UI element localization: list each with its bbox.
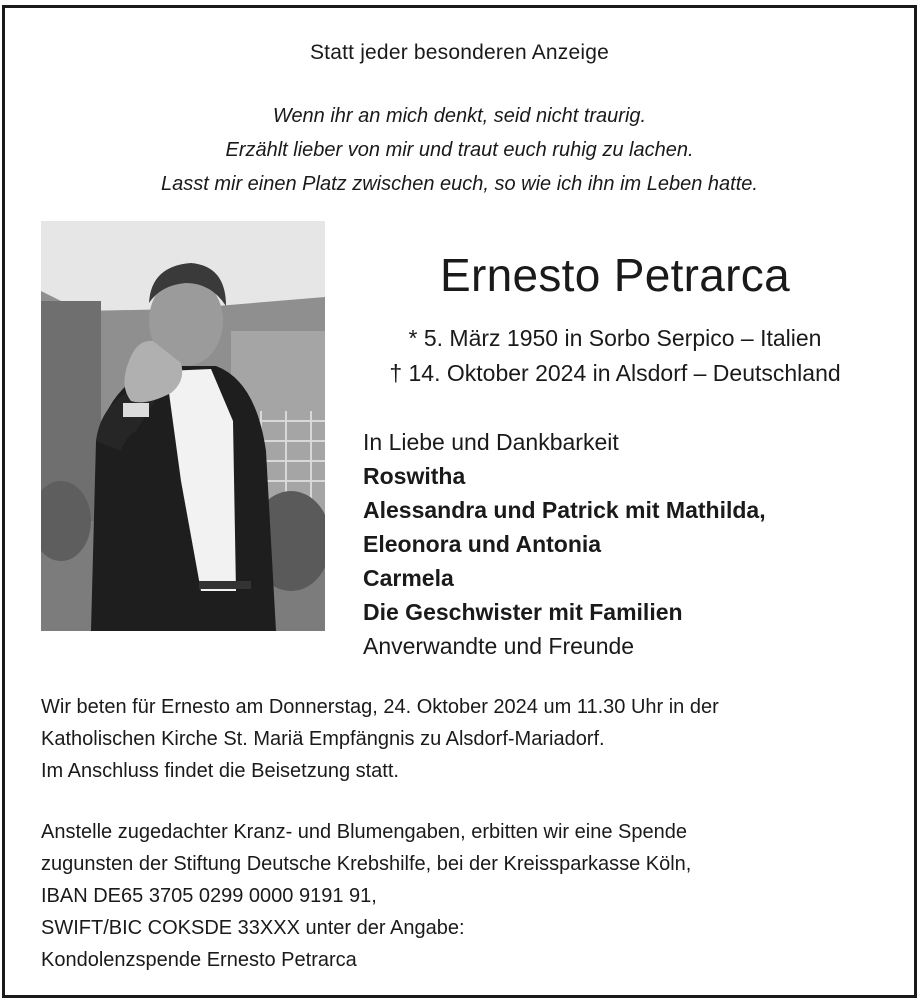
service-details [41,691,719,787]
mourner-name: Alessandra und Patrick mit Mathilda, [363,497,766,523]
mourner-name: Die Geschwister mit Familien [363,599,683,625]
mourners-closing: Anverwandte und Freunde [363,633,635,659]
death-date: † 14. Oktober 2024 in Alsdorf – Deutschland [389,360,841,386]
donation-line: IBAN DE65 3705 0299 0000 9191 91, [41,885,377,907]
notice-heading: Statt jeder besonderen Anzeige [309,41,610,64]
mourner-name: Roswitha [363,463,466,489]
birth-date: * 5. März 1950 in Sorbo Serpico – Italien [408,325,822,351]
mourners-list [363,425,766,663]
donation-line: Kondolenzspende Ernesto Petrarca [41,949,357,971]
mourner-name: Carmela [363,565,454,591]
donation-line: SWIFT/BIC COKSDE 33XXX unter der Angabe: [41,917,465,939]
mourners-intro: In Liebe und Dankbarkeit [363,429,619,455]
donation-line: Anstelle zugedachter Kranz- und Blumengaben, erbitten wir eine Spende [41,821,687,843]
life-dates [335,321,895,391]
deceased-name: Ernesto Petrarca [440,249,790,301]
donation-line: zugunsten der Stiftung Deutsche Krebshilfe, bei der Kreissparkasse Köln, [41,853,692,875]
service-line: Wir beten für Ernesto am Donnerstag, 24. Oktober 2024 um 11.30 Uhr in der [41,696,719,718]
mourner-name: Eleonora und Antonia [363,531,602,557]
memorial-poem [5,99,914,201]
portrait-photo [41,221,325,631]
poem-line: Erzählt lieber von mir und traut euch ruhig zu lachen. [225,139,694,161]
poem-line: Wenn ihr an mich denkt, seid nicht traurig. [272,105,647,127]
donation-details [41,816,691,976]
poem-line: Lasst mir einen Platz zwischen euch, so wie ich ihn im Leben hatte. [161,173,758,195]
obituary-frame [2,5,917,998]
service-line: Katholischen Kirche St. Mariä Empfängnis zu Alsdorf-Mariadorf. [41,728,605,750]
service-line: Im Anschluss findet die Beisetzung statt. [41,760,399,782]
